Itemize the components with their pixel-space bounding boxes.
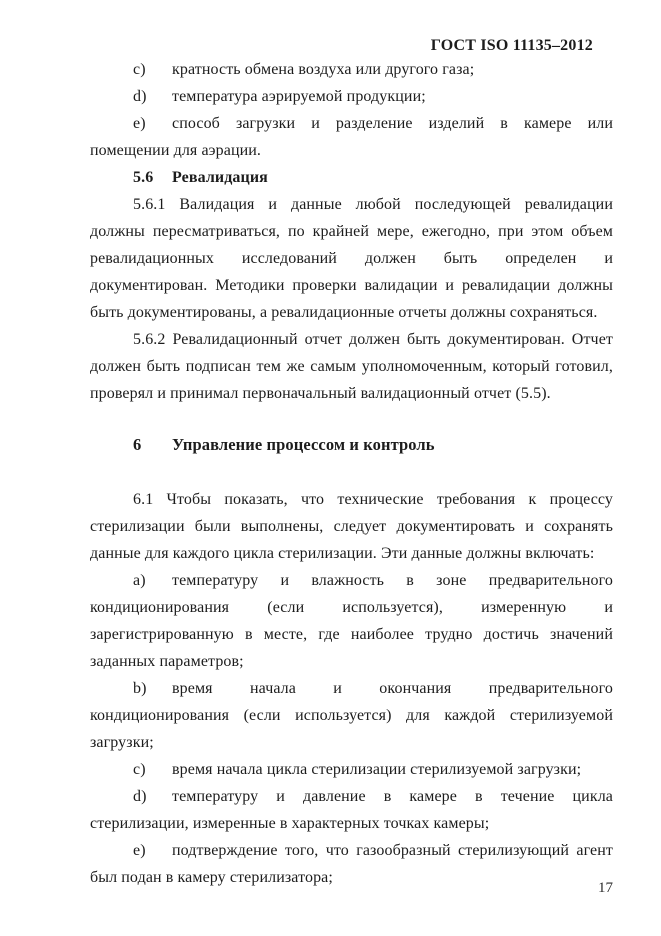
page-number: 17 (598, 880, 613, 896)
section-number: 5.6 (133, 169, 154, 186)
clause-paragraph-5-6-1: 5.6.1 Валидация и данные любой последующей ревалидации должны пересматриваться, по крайней мере, ежегодно, при этом объем ревалидационных исследований должен быть определен и документирован. Методики проверки валидации и ревалидации должны быть документированы, а ревалидационные отчеты должны сохраняться. (90, 196, 613, 321)
section-heading-5-6 (90, 164, 613, 191)
list-item-text: температура аэрируемой продукции; (172, 88, 426, 105)
list-item-d-process (90, 783, 613, 837)
list-item-text: температуру и влажность в зоне предварительного кондиционирования (если используется), измеренную и зарегистрированную в месте, где наиболее трудно достичь значений заданных параметров; (90, 572, 613, 670)
section-heading-6 (90, 431, 613, 458)
clause-paragraph-5-6-2: 5.6.2 Ревалидационный отчет должен быть документирован. Отчет должен быть подписан тем же самым уполномоченным, который готовил, проверял и принимал первоначальный валидационный отчет (5.5). (90, 331, 613, 402)
list-item-b-process (90, 675, 613, 756)
list-marker: e) (133, 842, 146, 859)
list-item-d-aeration (90, 83, 613, 110)
list-marker: d) (133, 788, 147, 805)
section-title: Управление процессом и контроль (172, 435, 435, 454)
list-item-text: время начала цикла стерилизации стерилизуемой загрузки; (172, 761, 582, 778)
section-number: 6 (133, 435, 142, 454)
list-item-c-aeration (90, 56, 613, 83)
list-marker: d) (133, 88, 147, 105)
list-marker: c) (133, 61, 146, 78)
list-item-text: способ загрузки и разделение изделий в камере или помещении для аэрации. (90, 115, 613, 159)
list-marker: e) (133, 115, 146, 132)
clause-paragraph-6-1: 6.1 Чтобы показать, что технические требования к процессу стерилизации были выполнены, следует документировать и сохранять данные для каждого цикла стерилизации. Эти данные должны включать: (90, 491, 613, 562)
list-marker: c) (133, 761, 146, 778)
list-marker: a) (133, 572, 146, 589)
list-item-text: подтверждение того, что газообразный стерилизующий агент был подан в камеру стерилизатора; (90, 842, 613, 886)
list-item-e-aeration (90, 110, 613, 164)
document-content (90, 56, 613, 891)
list-item-text: температуру и давление в камере в течение цикла стерилизации, измеренные в характерных точках камеры; (90, 788, 613, 832)
document-standard-header: ГОСТ ISO 11135–2012 (430, 37, 593, 54)
section-title: Ревалидация (172, 169, 268, 186)
list-marker: b) (133, 680, 147, 697)
list-item-text: кратность обмена воздуха или другого газа; (172, 61, 475, 78)
list-item-c-process (90, 756, 613, 783)
list-item-a-process (90, 567, 613, 675)
list-item-e-process (90, 837, 613, 891)
list-item-text: время начала и окончания предварительного кондиционирования (если используется) для каждой стерилизуемой загрузки; (90, 680, 613, 751)
